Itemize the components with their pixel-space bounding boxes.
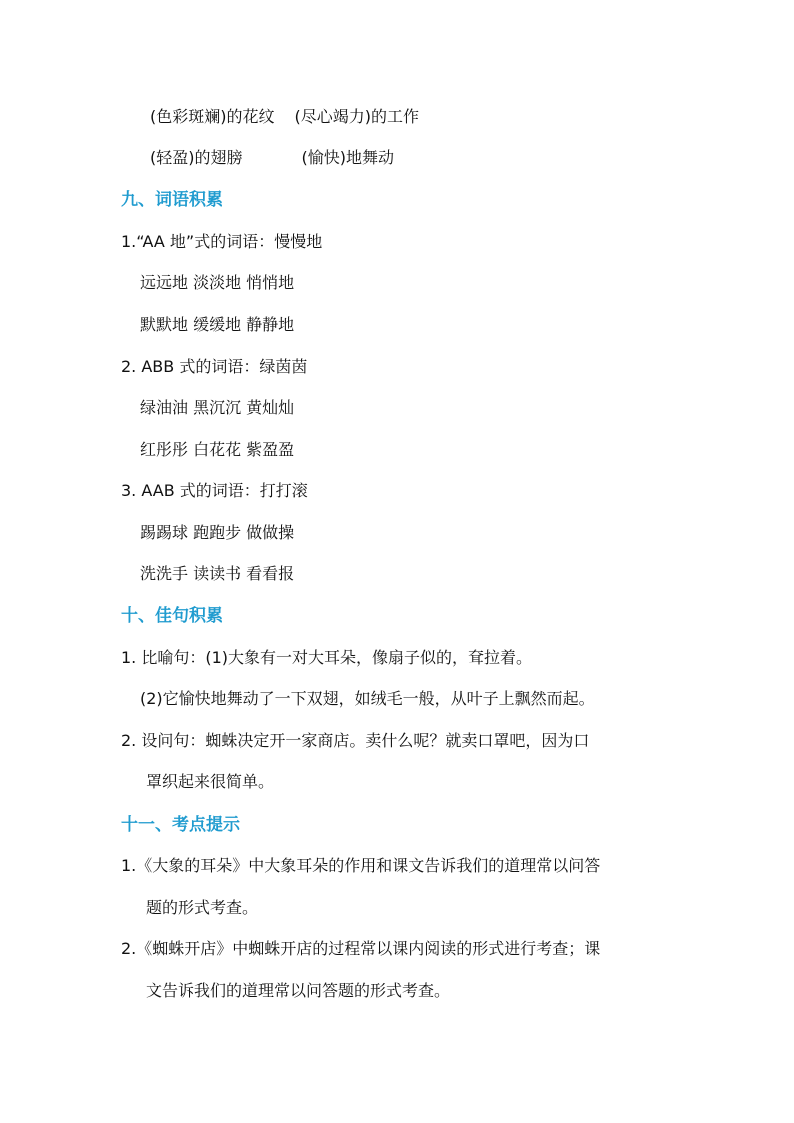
sentence-item-1-line-2: (2)它愉快地舞动了一下双翅，如绒毛一般，从叶子上飘然而起。: [140, 689, 595, 708]
exam-tip-1-line-2: 题的形式考查。: [146, 898, 259, 917]
vocab-item-1-row-1: 远远地 淡淡地 悄悄地: [140, 273, 295, 292]
exam-tip-1-line-1: 1.《大象的耳朵》中大象耳朵的作用和课文告诉我们的道理常以问答: [121, 856, 601, 875]
exam-tip-2-line-2: 文告诉我们的道理常以问答题的形式考查。: [146, 981, 451, 1000]
sentence-item-2-line-1: 2. 设问句：蜘蛛决定开一家商店。卖什么呢？就卖口罩吧，因为口: [121, 731, 590, 750]
vocab-item-1-intro: 1.“AA 地”式的词语：慢慢地: [121, 232, 323, 251]
exam-tip-2-line-1: 2.《蜘蛛开店》中蜘蛛开店的过程常以课内阅读的形式进行考查；课: [121, 939, 601, 958]
sentence-item-1-line-1: 1. 比喻句：(1)大象有一对大耳朵，像扇子似的，耷拉着。: [121, 648, 533, 667]
section-heading-vocabulary: 九、词语积累: [121, 190, 223, 210]
sentence-item-2-line-2: 罩织起来很简单。: [146, 772, 275, 791]
section-heading-sentences: 十、佳句积累: [121, 606, 223, 626]
phrase-row-2: [150, 147, 394, 169]
vocab-item-3-row-1: 踢踢球 跑跑步 做做操: [140, 523, 295, 542]
vocab-item-2-row-2: 红彤彤 白花花 紫盈盈: [140, 440, 295, 459]
phrase-light-wings: (轻盈)的翅膀: [150, 148, 243, 167]
vocab-item-2-intro: 2. ABB 式的词语：绿茵茵: [121, 357, 308, 376]
phrase-colorful-pattern: (色彩斑斓)的花纹: [150, 107, 275, 126]
vocab-item-2-row-1: 绿油油 黑沉沉 黄灿灿: [140, 398, 295, 417]
phrase-happy-dance: (愉快)地舞动: [301, 148, 394, 167]
vocab-item-3-intro: 3. AAB 式的词语：打打滚: [121, 481, 308, 500]
vocab-item-3-row-2: 洗洗手 读读书 看看报: [140, 564, 295, 583]
phrase-diligent-work: (尽心竭力)的工作: [294, 107, 419, 126]
vocab-item-1-row-2: 默默地 缓缓地 静静地: [140, 315, 295, 334]
section-heading-exam-tips: 十一、考点提示: [121, 815, 240, 835]
phrase-row-1: [150, 106, 419, 128]
